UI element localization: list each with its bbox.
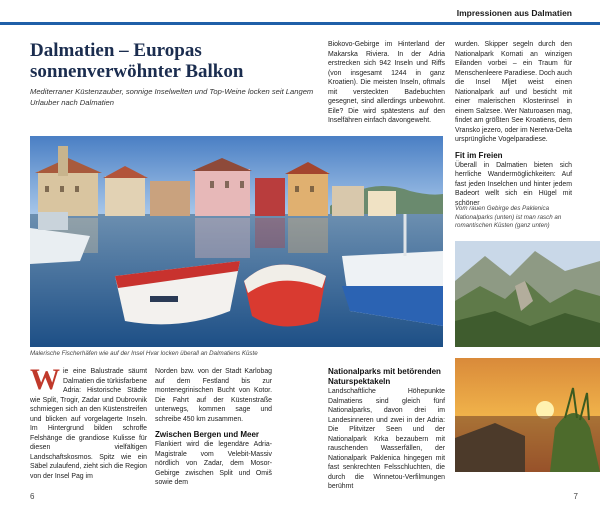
main-caption: Malerische Fischerhäfen wie auf der Insel Hvar locken überall an Dalmatiens Küste — [30, 350, 258, 357]
column-2-bottom-text-b: Flankiert wird die legendäre Adria-Magistrale vom Velebit-Massiv nördlich von Zadar, dem Mosor-Gebirge zwischen Split und Omiš sowie dem — [155, 441, 272, 486]
article-title — [30, 40, 320, 82]
title-line-2: sonnenverwöhnter Balkon — [30, 61, 244, 82]
parks-heading-line-2: Naturspektakeln — [328, 377, 391, 386]
parks-heading — [328, 367, 445, 387]
article-intro: Mediterraner Küstenzauber, sonnige Inselwelten und Top-Weine locken seit Langem Urlauber nach Dalmatien — [30, 87, 314, 107]
column-2-bottom-text-a: Norden bzw. von der Stadt Karlobag auf dem Festland bis zur montenegrinischen Bucht von Kotor. Die Fahrt auf der Küstenstraße unterwegs, kommen sage und schreibe 450 km zusammen. — [155, 368, 272, 423]
column-1-bottom — [30, 363, 147, 481]
title-line-1: Dalmatien – Europas — [30, 40, 202, 61]
column-3-top — [455, 40, 572, 208]
boat-red — [244, 265, 326, 327]
section-label: Impressionen aus Dalmatien — [456, 8, 572, 18]
page-number-right: 7 — [573, 492, 578, 501]
fit-text: Überall in Dalmatien bieten sich herrliche Wandermöglichkeiten: Auf fast jeden Inselchen und hinter jedem Badeort wellt sich ein Hügel mit schöner — [455, 161, 572, 207]
paklenica-mountain-photo — [455, 241, 600, 347]
column-3-bottom — [328, 367, 445, 492]
column-2-bottom — [155, 367, 272, 488]
side-caption: Vom rauen Gebirge des Paklenica Nationalparks (unten) ist man rasch an romantischen Küsten (ganz unten) — [455, 205, 562, 229]
column-3-top-text: wurden. Skipper segeln durch den Nationalpark Kornati an winzigen Eilanden vorbei – ein Traum für Menschenleere Paradiese. Doch auch die Insel Mljet weist einen Nationalpark auf und besticht mit einer malerischen Klosterinsel in einem Salzsee. Wer Naturoasen mag, findet am größten See Kroatiens, dem Vransko jezero, oder im Neretva-Delta ursprüngliche Vogelparadiese. — [455, 41, 572, 143]
column-2-top — [328, 40, 445, 126]
parks-heading-line-1: Nationalparks mit betörenden — [328, 367, 441, 376]
column-2-top-text: Biokovo-Gebirge im Hinterland der Makarska Riviera. In der Adria erstrecken sich 942 Inseln und Riffs (von insgesamt 1244 in ganz Kroatien). Die meisten Inseln, oftmals mit versteckten Badebuchten gesegnet, sind allerdings unbewohnt. Eile? Die wird spätestens auf den Inselfähren einfach davongeweht. — [328, 41, 445, 124]
column-1-text: ie eine Balustrade säumt Dalmatien die türkisfarbene Adria: Historische Städte wie Split, Trogir, Zadar und Dubrovnik schmiegen sich an den Küstenstreifen und blicken auf vorgelagerte Inseln. Im Hintergrund bilden schroffe Felshänge die grandiose Kulisse für diesen vielfältigen Landschaftskosmos. Spitz wie ein Säbel zulaufend, zieht sich die Region von der Insel Pag im — [30, 368, 147, 480]
header-rule — [0, 22, 600, 25]
fit-heading: Fit im Freien — [455, 150, 503, 160]
sunset-coast-photo — [455, 358, 600, 472]
mountains-heading: Zwischen Bergen und Meer — [155, 430, 260, 439]
harbor-photo — [30, 136, 443, 347]
dropcap-letter: W — [30, 363, 60, 396]
page-number-left: 6 — [30, 492, 35, 501]
column-3-bottom-text: Landschaftliche Höhepunkte Dalmatiens sind gleich fünf Nationalparks, davon drei im Landesinneren und zwei in der Adria: Die Plitvitzer Seen und der Nationalpark Krka bezaubern mit rauschenden Wasserfällen, der Nationalpark Paklenica hingegen mit fast senkrechten Felsschluchten, die durch die Winnetou-Verfilmungen berühmt — [328, 388, 445, 490]
